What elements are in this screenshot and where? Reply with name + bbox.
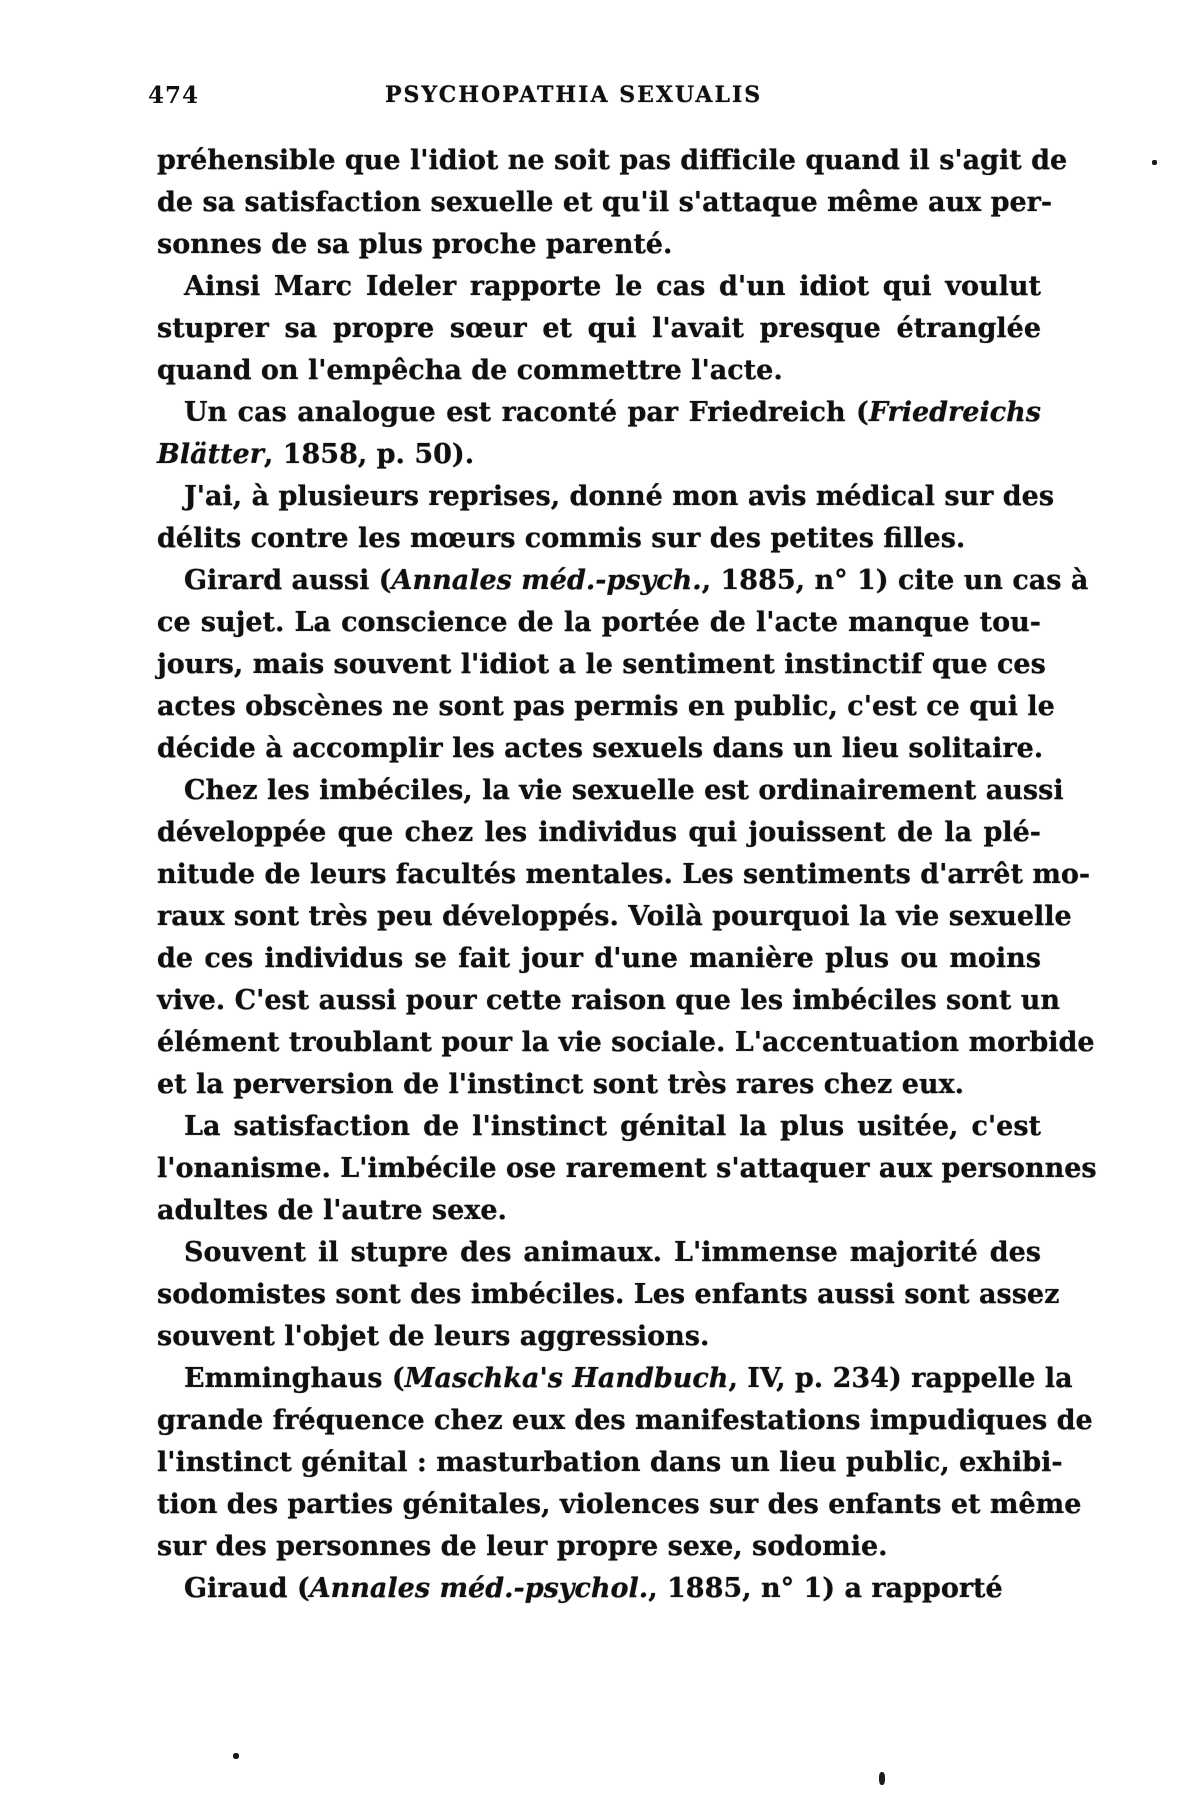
text-line bbox=[157, 1232, 1041, 1274]
text-segment: décide à accomplir les actes sexuels dans un lieu solitaire. bbox=[157, 733, 1044, 764]
text-segment: élément troublant pour la vie sociale. L'accentuation morbide bbox=[157, 1027, 1095, 1058]
text-line bbox=[157, 560, 1089, 602]
italic-citation: Maschka's Handbuch bbox=[404, 1363, 729, 1394]
text-line bbox=[157, 854, 1091, 896]
text-line bbox=[157, 1064, 1041, 1106]
text-segment: raux sont très peu développés. Voilà pourquoi la vie sexuelle bbox=[157, 901, 1072, 932]
text-line bbox=[157, 392, 1041, 434]
text-segment: ce sujet. La conscience de la portée de l'acte manque tou- bbox=[157, 607, 1041, 638]
text-line bbox=[157, 182, 1053, 224]
text-line bbox=[157, 686, 1055, 728]
text-segment: tion des parties génitales, violences sur des enfants et même bbox=[157, 1489, 1082, 1520]
ink-speck bbox=[233, 1753, 239, 1759]
text-line bbox=[157, 476, 1055, 518]
text-line bbox=[157, 1400, 1093, 1442]
text-line bbox=[157, 1484, 1082, 1526]
text-segment: grande fréquence chez eux des manifestations impudiques de bbox=[157, 1405, 1093, 1436]
text-line bbox=[157, 140, 1068, 182]
text-line bbox=[157, 224, 1041, 266]
text-segment: de sa satisfaction sexuelle et qu'il s'attaque même aux per- bbox=[157, 187, 1053, 218]
paragraph bbox=[157, 1358, 1093, 1568]
running-title: PSYCHOPATHIA SEXUALIS bbox=[385, 82, 763, 108]
paragraph bbox=[157, 770, 1095, 1106]
text-segment: adultes de l'autre sexe. bbox=[157, 1195, 507, 1226]
italic-citation: Friedreichs bbox=[868, 397, 1041, 428]
paragraph bbox=[157, 560, 1089, 770]
text-segment: , IV, p. 234) rappelle la bbox=[728, 1363, 1073, 1394]
text-line bbox=[157, 1358, 1073, 1400]
text-line bbox=[157, 644, 1046, 686]
text-line bbox=[157, 518, 1041, 560]
text-segment: Un cas analogue est raconté par Friedreich ( bbox=[184, 397, 869, 428]
italic-citation: Annales méd.-psychol. bbox=[309, 1573, 649, 1604]
text-segment: vive. C'est aussi pour cette raison que les imbéciles sont un bbox=[157, 985, 1061, 1016]
text-segment: l'onanisme. L'imbécile ose rarement s'attaquer aux personnes bbox=[157, 1153, 1097, 1184]
text-segment: stuprer sa propre sœur et qui l'avait presque étranglée bbox=[157, 313, 1041, 344]
italic-citation: Blätter bbox=[157, 439, 264, 470]
text-segment: souvent l'objet de leurs aggressions. bbox=[157, 1321, 710, 1352]
text-line bbox=[157, 1022, 1095, 1064]
text-segment: J'ai, à plusieurs reprises, donné mon avis médical sur des bbox=[184, 481, 1055, 512]
text-line bbox=[157, 1274, 1060, 1316]
italic-citation: Annales méd.-psych. bbox=[391, 565, 702, 596]
text-line bbox=[157, 1442, 1063, 1484]
text-segment: préhensible que l'idiot ne soit pas difficile quand il s'agit de bbox=[157, 145, 1068, 176]
text-segment: sonnes de sa plus proche parenté. bbox=[157, 229, 673, 260]
text-line bbox=[157, 1568, 1041, 1610]
text-segment: l'instinct génital : masturbation dans un lieu public, exhibi- bbox=[157, 1447, 1063, 1478]
text-line bbox=[157, 350, 1041, 392]
text-segment: , 1885, n° 1) a rapporté bbox=[648, 1573, 1003, 1604]
text-line bbox=[157, 812, 1041, 854]
page-number: 474 bbox=[148, 82, 200, 109]
text-segment: de ces individus se fait jour d'une manière plus ou moins bbox=[157, 943, 1041, 974]
text-line bbox=[157, 266, 1041, 308]
text-segment: Giraud ( bbox=[184, 1573, 310, 1604]
text-line bbox=[157, 1106, 1041, 1148]
ink-speck bbox=[879, 1772, 885, 1785]
text-segment: nitude de leurs facultés mentales. Les sentiments d'arrêt mo- bbox=[157, 859, 1091, 890]
text-segment: Chez les imbéciles, la vie sexuelle est ordinairement aussi bbox=[184, 775, 1064, 806]
text-segment: Emminghaus ( bbox=[184, 1363, 405, 1394]
body-text bbox=[157, 140, 1097, 1610]
text-line bbox=[157, 896, 1072, 938]
text-segment: délits contre les mœurs commis sur des petites filles. bbox=[157, 523, 966, 554]
paragraph bbox=[157, 392, 1041, 476]
text-line bbox=[157, 434, 1041, 476]
text-segment: quand on l'empêcha de commettre l'acte. bbox=[157, 355, 783, 386]
paragraph bbox=[157, 1106, 1097, 1232]
paragraph bbox=[157, 266, 1041, 392]
paragraph bbox=[157, 1232, 1060, 1358]
text-line bbox=[157, 1316, 1041, 1358]
text-line bbox=[157, 308, 1041, 350]
text-segment: et la perversion de l'instinct sont très rares chez eux. bbox=[157, 1069, 965, 1100]
text-line bbox=[157, 938, 1041, 980]
text-line bbox=[157, 1148, 1097, 1190]
running-head bbox=[0, 82, 1200, 112]
text-segment: jours, mais souvent l'idiot a le sentiment instinctif que ces bbox=[157, 649, 1046, 680]
text-segment: Ainsi Marc Ideler rapporte le cas d'un idiot qui voulut bbox=[184, 271, 1041, 302]
text-segment: développée que chez les individus qui jouissent de la plé- bbox=[157, 817, 1041, 848]
text-segment: sur des personnes de leur propre sexe, sodomie. bbox=[157, 1531, 888, 1562]
text-segment: Girard aussi ( bbox=[184, 565, 392, 596]
text-line bbox=[157, 980, 1061, 1022]
text-segment: actes obscènes ne sont pas permis en public, c'est ce qui le bbox=[157, 691, 1055, 722]
paragraph bbox=[157, 1568, 1041, 1610]
text-line bbox=[157, 770, 1064, 812]
text-line bbox=[157, 1190, 1041, 1232]
text-segment: sodomistes sont des imbéciles. Les enfants aussi sont assez bbox=[157, 1279, 1060, 1310]
text-segment: Souvent il stupre des animaux. L'immense majorité des bbox=[184, 1237, 1041, 1268]
text-line bbox=[157, 728, 1044, 770]
ink-speck bbox=[1152, 160, 1157, 165]
paragraph bbox=[157, 476, 1055, 560]
text-segment: La satisfaction de l'instinct génital la plus usitée, c'est bbox=[184, 1111, 1041, 1142]
text-segment: , 1885, n° 1) cite un cas à bbox=[701, 565, 1089, 596]
text-line bbox=[157, 602, 1041, 644]
text-line bbox=[157, 1526, 1041, 1568]
paragraph bbox=[157, 140, 1068, 266]
text-segment: , 1858, p. 50). bbox=[263, 439, 475, 470]
